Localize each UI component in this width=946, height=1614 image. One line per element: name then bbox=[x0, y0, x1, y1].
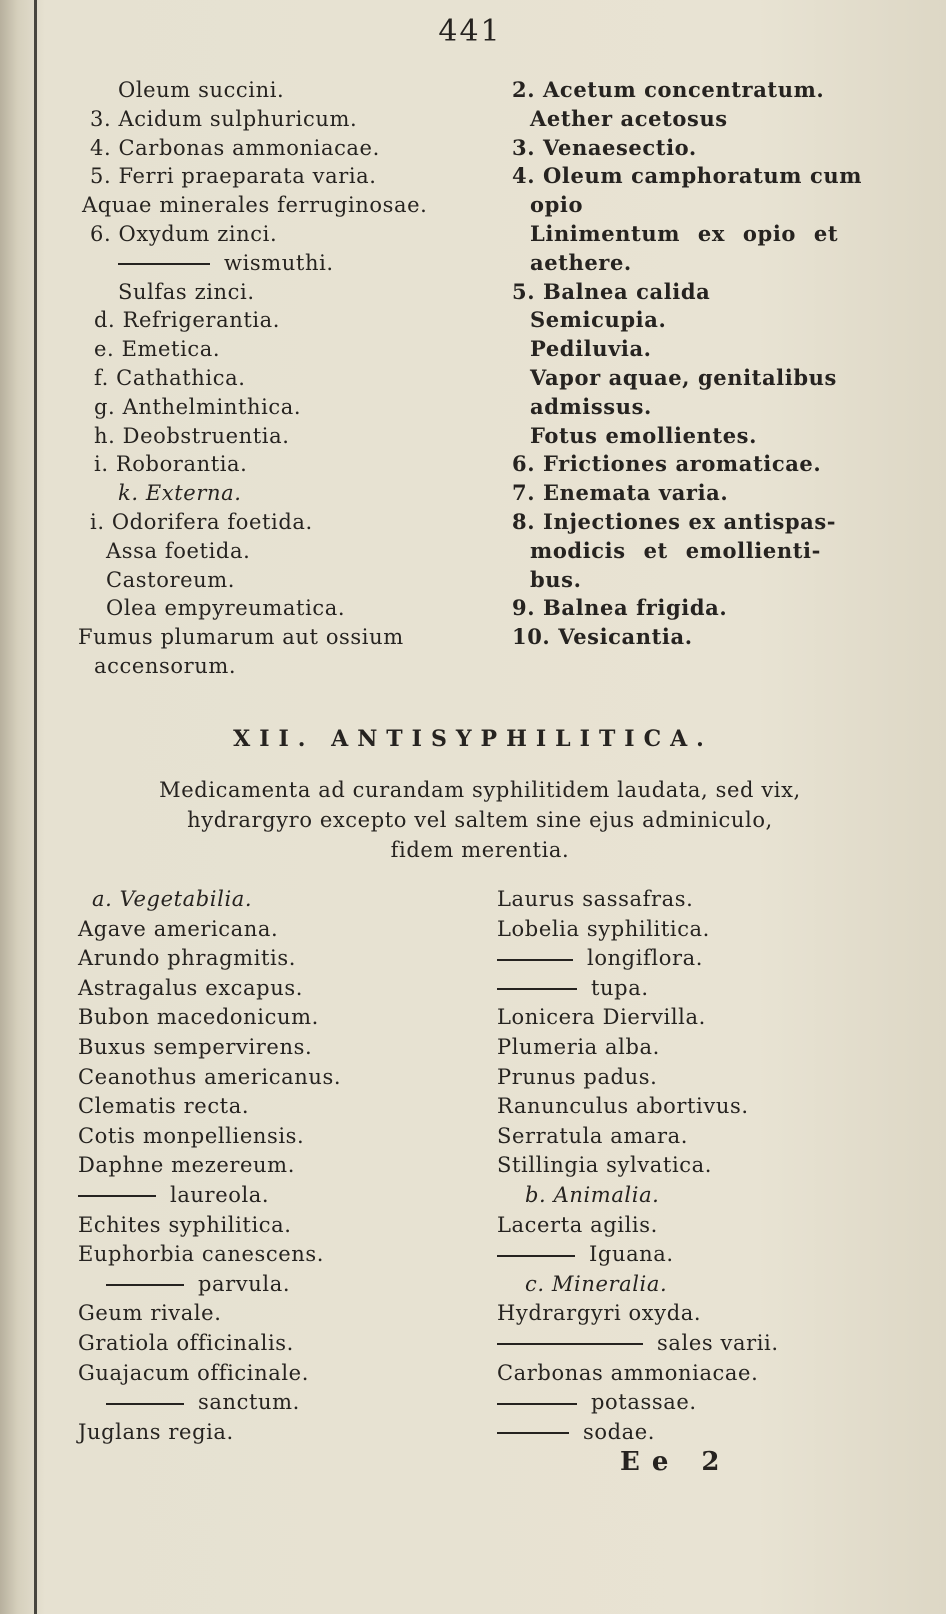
text-line bbox=[78, 537, 427, 566]
line-text: Iguana. bbox=[589, 1242, 674, 1267]
line-text: Pediluvia. bbox=[530, 336, 652, 362]
text-line bbox=[78, 191, 427, 220]
text-line bbox=[78, 1270, 341, 1300]
line-text: potassae. bbox=[591, 1390, 697, 1415]
intro-line: hydrargyro excepto vel saltem sine ejus adminiculo, bbox=[187, 808, 773, 832]
text-line bbox=[78, 1418, 341, 1448]
text-line bbox=[512, 364, 862, 393]
line-text: Juglans regia. bbox=[78, 1419, 234, 1444]
text-line bbox=[497, 1181, 779, 1211]
text-line bbox=[497, 1270, 779, 1300]
line-text: d. Refrigerantia. bbox=[94, 308, 281, 333]
line-text: g. Anthelminthica. bbox=[94, 394, 302, 419]
text-line bbox=[78, 479, 427, 508]
section-intro bbox=[70, 775, 890, 865]
line-text: Clematis recta. bbox=[78, 1094, 250, 1119]
ditto-dash bbox=[497, 1343, 643, 1345]
intro-line: Medicamenta ad curandam syphilitidem laudata, sed vix, bbox=[159, 778, 801, 802]
text-line bbox=[512, 594, 862, 623]
text-line bbox=[78, 885, 341, 915]
line-text: i. Roborantia. bbox=[94, 452, 248, 477]
text-line bbox=[512, 306, 862, 335]
line-text: Carbonas ammoniacae. bbox=[497, 1360, 759, 1385]
line-text: c. Mineralia. bbox=[525, 1271, 668, 1296]
text-line bbox=[512, 508, 862, 537]
text-line bbox=[78, 1003, 341, 1033]
text-line bbox=[512, 566, 862, 595]
text-line bbox=[497, 1063, 779, 1093]
text-line bbox=[78, 508, 427, 537]
text-line bbox=[497, 1092, 779, 1122]
text-line bbox=[78, 623, 427, 652]
line-text: Gratiola officinalis. bbox=[78, 1330, 294, 1355]
text-line bbox=[497, 1240, 779, 1270]
line-text: Guajacum officinale. bbox=[78, 1360, 309, 1385]
text-line bbox=[78, 1092, 341, 1122]
ditto-dash bbox=[497, 1255, 575, 1257]
text-line bbox=[78, 566, 427, 595]
text-line bbox=[78, 364, 427, 393]
text-line bbox=[497, 1299, 779, 1329]
text-line bbox=[512, 393, 862, 422]
line-text: Castoreum. bbox=[106, 567, 236, 592]
line-text: 10. Vesicantia. bbox=[512, 624, 693, 650]
line-text: Serratula amara. bbox=[497, 1123, 689, 1148]
line-text: 5. Ferri praeparata varia. bbox=[90, 164, 377, 189]
bottom-right-column bbox=[497, 885, 779, 1447]
text-line bbox=[512, 623, 862, 652]
line-text: 5. Balnea calida bbox=[512, 278, 711, 304]
line-text: tupa. bbox=[591, 975, 649, 1000]
text-line bbox=[497, 1388, 779, 1418]
text-line bbox=[512, 335, 862, 364]
text-line bbox=[78, 162, 427, 191]
text-line bbox=[78, 594, 427, 623]
ditto-dash bbox=[78, 1195, 156, 1197]
text-line bbox=[78, 1388, 341, 1418]
line-text: Buxus sempervirens. bbox=[78, 1034, 313, 1059]
line-text: Cotis monpelliensis. bbox=[78, 1123, 305, 1148]
top-right-column bbox=[512, 76, 862, 652]
line-text: k. Externa. bbox=[118, 481, 242, 506]
line-text: f. Cathathica. bbox=[94, 365, 246, 390]
ditto-dash bbox=[118, 263, 210, 265]
text-line bbox=[78, 393, 427, 422]
text-line bbox=[512, 105, 862, 134]
line-text: 9. Balnea frigida. bbox=[512, 595, 728, 621]
ditto-dash bbox=[106, 1284, 184, 1286]
line-text: Laurus sassafras. bbox=[497, 887, 694, 911]
line-text: b. Animalia. bbox=[525, 1182, 660, 1207]
text-line bbox=[497, 974, 779, 1004]
page-number: 441 bbox=[438, 14, 502, 49]
intro-line: fidem merentia. bbox=[390, 838, 570, 862]
text-line bbox=[497, 944, 779, 974]
line-text: Lacerta agilis. bbox=[497, 1212, 658, 1237]
text-line bbox=[512, 537, 862, 566]
text-line bbox=[512, 450, 862, 479]
line-text: Ceanothus americanus. bbox=[78, 1064, 342, 1089]
line-text: sanctum. bbox=[198, 1390, 300, 1415]
line-text: a. Vegetabilia. bbox=[92, 887, 253, 911]
ditto-dash bbox=[497, 1432, 569, 1434]
line-text: laureola. bbox=[170, 1182, 270, 1207]
text-line bbox=[497, 1211, 779, 1241]
text-line bbox=[497, 1359, 779, 1389]
text-line bbox=[78, 1063, 341, 1093]
text-line bbox=[78, 1211, 341, 1241]
text-line bbox=[497, 1418, 779, 1448]
line-text: Euphorbia canescens. bbox=[78, 1242, 325, 1267]
line-text: 4. Carbonas ammoniacae. bbox=[90, 135, 380, 160]
line-text: Agave americana. bbox=[78, 916, 279, 941]
text-line bbox=[78, 76, 427, 105]
text-line bbox=[78, 1181, 341, 1211]
ditto-dash bbox=[497, 1403, 577, 1405]
text-line bbox=[78, 1240, 341, 1270]
text-line bbox=[78, 335, 427, 364]
line-text: admissus. bbox=[530, 393, 652, 419]
text-line bbox=[78, 1359, 341, 1389]
page-spine-edge bbox=[34, 0, 37, 1614]
line-text: 2. Acetum concentratum. bbox=[512, 77, 825, 102]
text-line bbox=[78, 134, 427, 163]
text-line bbox=[497, 1033, 779, 1063]
text-line bbox=[512, 249, 862, 278]
line-text: Oleum succini. bbox=[118, 78, 285, 102]
text-line bbox=[78, 422, 427, 451]
text-line bbox=[78, 105, 427, 134]
line-text: longiflora. bbox=[587, 946, 704, 971]
line-text: Vapor aquae, genitalibus bbox=[530, 364, 837, 390]
text-line bbox=[512, 220, 862, 249]
text-line bbox=[512, 278, 862, 307]
text-line bbox=[497, 1122, 779, 1152]
line-text: modicis et emollienti- bbox=[530, 537, 821, 563]
text-line bbox=[78, 278, 427, 307]
text-line bbox=[78, 450, 427, 479]
line-text: Lonicera Diervilla. bbox=[497, 1005, 706, 1030]
top-left-column bbox=[78, 76, 427, 681]
text-line bbox=[497, 1329, 779, 1359]
line-text: Linimentum ex opio et bbox=[530, 220, 839, 246]
text-line bbox=[497, 1003, 779, 1033]
text-line bbox=[497, 1151, 779, 1181]
line-text: wismuthi. bbox=[224, 250, 334, 275]
text-line bbox=[497, 885, 779, 915]
text-line bbox=[78, 652, 427, 681]
line-text: i. Odorifera foetida. bbox=[90, 509, 313, 534]
line-text: Stillingia sylvatica. bbox=[497, 1153, 713, 1178]
line-text: parvula. bbox=[198, 1271, 291, 1296]
line-text: Astragalus excapus. bbox=[78, 975, 303, 1000]
line-text: 3. Acidum sulphuricum. bbox=[90, 106, 358, 131]
text-line bbox=[497, 915, 779, 945]
line-text: Assa foetida. bbox=[106, 538, 251, 563]
line-text: Daphne mezereum. bbox=[78, 1153, 295, 1178]
line-text: Arundo phragmitis. bbox=[78, 946, 297, 971]
line-text: 7. Enemata varia. bbox=[512, 480, 729, 506]
line-text: Plumeria alba. bbox=[497, 1034, 660, 1059]
line-text: Lobelia syphilitica. bbox=[497, 916, 710, 941]
line-text: Bubon macedonicum. bbox=[78, 1005, 319, 1030]
line-text: accensorum. bbox=[94, 653, 237, 678]
line-text: h. Deobstruentia. bbox=[94, 423, 290, 448]
line-text: Sulfas zinci. bbox=[118, 279, 255, 304]
line-text: Hydrargyri oxyda. bbox=[497, 1301, 702, 1326]
text-line bbox=[512, 479, 862, 508]
line-text: 4. Oleum camphoratum cum bbox=[512, 163, 863, 189]
ditto-dash bbox=[106, 1403, 184, 1405]
line-text: sales varii. bbox=[657, 1330, 779, 1355]
section-title: XII. ANTISYPHILITICA. bbox=[233, 726, 713, 752]
text-line bbox=[78, 915, 341, 945]
text-line bbox=[78, 220, 427, 249]
text-line bbox=[512, 162, 862, 191]
line-text: Fotus emollientes. bbox=[530, 422, 758, 448]
text-line bbox=[78, 1299, 341, 1329]
text-line bbox=[512, 76, 862, 105]
text-line bbox=[78, 249, 427, 278]
line-text: 6. Oxydum zinci. bbox=[90, 221, 278, 246]
text-line bbox=[78, 1122, 341, 1152]
text-line bbox=[512, 422, 862, 451]
line-text: 8. Injectiones ex antispas- bbox=[512, 508, 837, 534]
line-text: Prunus padus. bbox=[497, 1064, 658, 1089]
text-line bbox=[78, 974, 341, 1004]
line-text: Aquae minerales ferruginosae. bbox=[82, 193, 428, 218]
line-text: Fumus plumarum aut ossium bbox=[78, 625, 404, 650]
text-line bbox=[78, 1151, 341, 1181]
line-text: bus. bbox=[530, 566, 582, 592]
text-line bbox=[78, 1329, 341, 1359]
line-text: 3. Venaesectio. bbox=[512, 134, 697, 160]
line-text: Ranunculus abortivus. bbox=[497, 1094, 749, 1119]
text-line bbox=[512, 191, 862, 220]
line-text: Aether acetosus bbox=[530, 105, 728, 131]
bottom-left-column bbox=[78, 885, 341, 1447]
text-line bbox=[78, 1033, 341, 1063]
text-line bbox=[512, 134, 862, 163]
text-line bbox=[78, 944, 341, 974]
line-text: Olea empyreumatica. bbox=[106, 596, 346, 621]
line-text: sodae. bbox=[583, 1419, 656, 1444]
signature-mark: Ee 2 bbox=[620, 1447, 732, 1477]
line-text: aethere. bbox=[530, 249, 632, 275]
line-text: Geum rivale. bbox=[78, 1301, 222, 1326]
ditto-dash bbox=[497, 959, 573, 961]
line-text: Semicupia. bbox=[530, 307, 667, 333]
line-text: Echites syphilitica. bbox=[78, 1212, 292, 1237]
ditto-dash bbox=[497, 988, 577, 990]
line-text: opio bbox=[530, 192, 584, 218]
line-text: e. Emetica. bbox=[94, 337, 221, 362]
line-text: 6. Frictiones aromaticae. bbox=[512, 451, 822, 477]
text-line bbox=[78, 306, 427, 335]
